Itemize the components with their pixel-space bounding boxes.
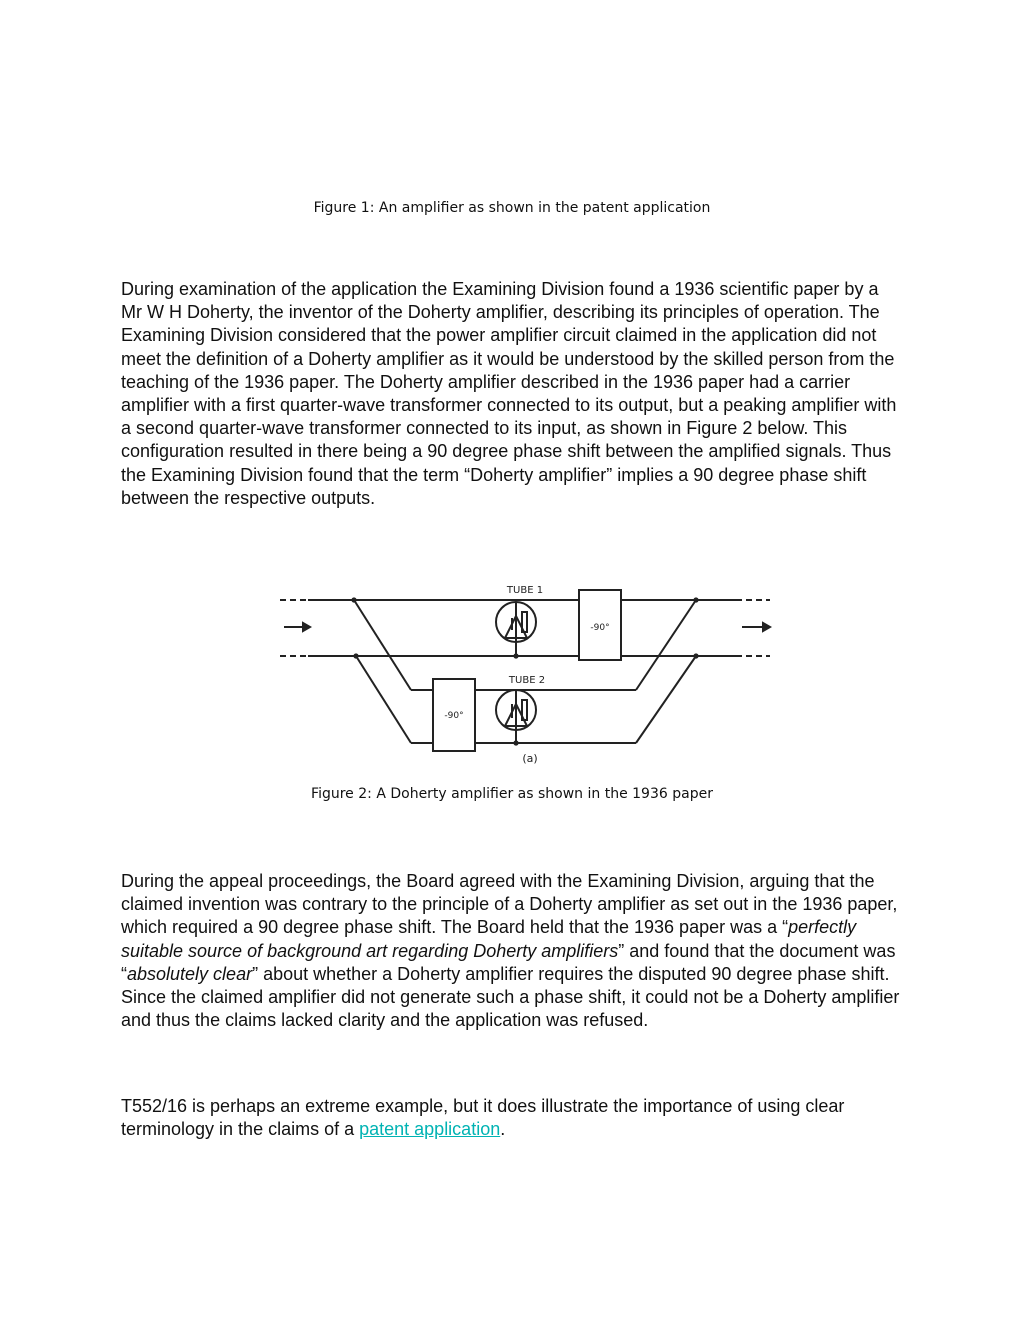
appeal-text-part1: During the appeal proceedings, the Board agreed with the Examining Division, arguing that the claimed invention was contrary to the principle of a Doherty amplifier as set out in the 1936 paper, which required a 90 degree phase shift. The Board held that the 1936 paper was a “ xyxy=(121,871,898,938)
figure2-sublabel: (a) xyxy=(522,752,538,765)
tube1-label: TUBE 1 xyxy=(506,585,544,596)
phase-shift-label-top: -90° xyxy=(590,623,610,633)
doherty-amplifier-diagram xyxy=(276,578,776,768)
tube2-label: TUBE 2 xyxy=(508,675,546,686)
phase-shift-label-bottom: -90° xyxy=(444,711,464,721)
quote-absolutely-clear: absolutely clear xyxy=(127,963,253,984)
paragraph-conclusion-text xyxy=(121,1095,901,1141)
patent-application-link[interactable]: patent application xyxy=(359,1119,501,1140)
paragraph-examination xyxy=(121,278,901,510)
input-arrow-icon xyxy=(284,623,310,631)
quote-background-art: perfectly suitable source of background art regarding Doherty amplifiers xyxy=(121,917,857,961)
conclusion-text: T552/16 is perhaps an extreme example, but it does illustrate the importance of using clear terminology in the claims of a xyxy=(121,1096,845,1140)
paragraph-examination-text: During examination of the application the Examining Division found a 1936 scientific paper by a Mr W H Doherty, the inventor of the Doherty amplifier, describing its principles of operation. The Examining Division considered that the power amplifier circuit claimed in the application did not meet the definition of a Doherty amplifier as it would be understood by the skilled person from the teaching of the 1936 paper. The Doherty amplifier described in the 1936 paper had a carrier amplifier with a first quarter-wave transformer connected to its output, but a peaking amplifier with a second quarter-wave transformer connected to its input, as shown in Figure 2 below. This configuration resulted in there being a 90 degree phase shift between the amplified signals. Thus the Examining Division found that the term “Doherty amplifier” implies a 90 degree phase shift between the respective outputs. xyxy=(121,279,897,508)
paragraph-conclusion xyxy=(121,1095,901,1141)
appeal-text-part3: ” about whether a Doherty amplifier requires the disputed 90 degree phase shift. Since the claimed amplifier did not generate such a phase shift, it could not be a Doherty amplifier and thus the claims lacked clarity and the application was refused. xyxy=(121,963,900,1031)
figure2-caption: Figure 2: A Doherty amplifier as shown in the 1936 paper xyxy=(311,786,713,802)
output-arrow-icon xyxy=(742,623,770,631)
paragraph-appeal xyxy=(121,870,901,1032)
paragraph-appeal-text xyxy=(121,870,901,1032)
conclusion-period: . xyxy=(500,1119,506,1140)
appeal-text-part2: ” and found that the document was “ xyxy=(121,940,896,984)
figure1-caption: Figure 1: An amplifier as shown in the patent application xyxy=(313,200,711,216)
